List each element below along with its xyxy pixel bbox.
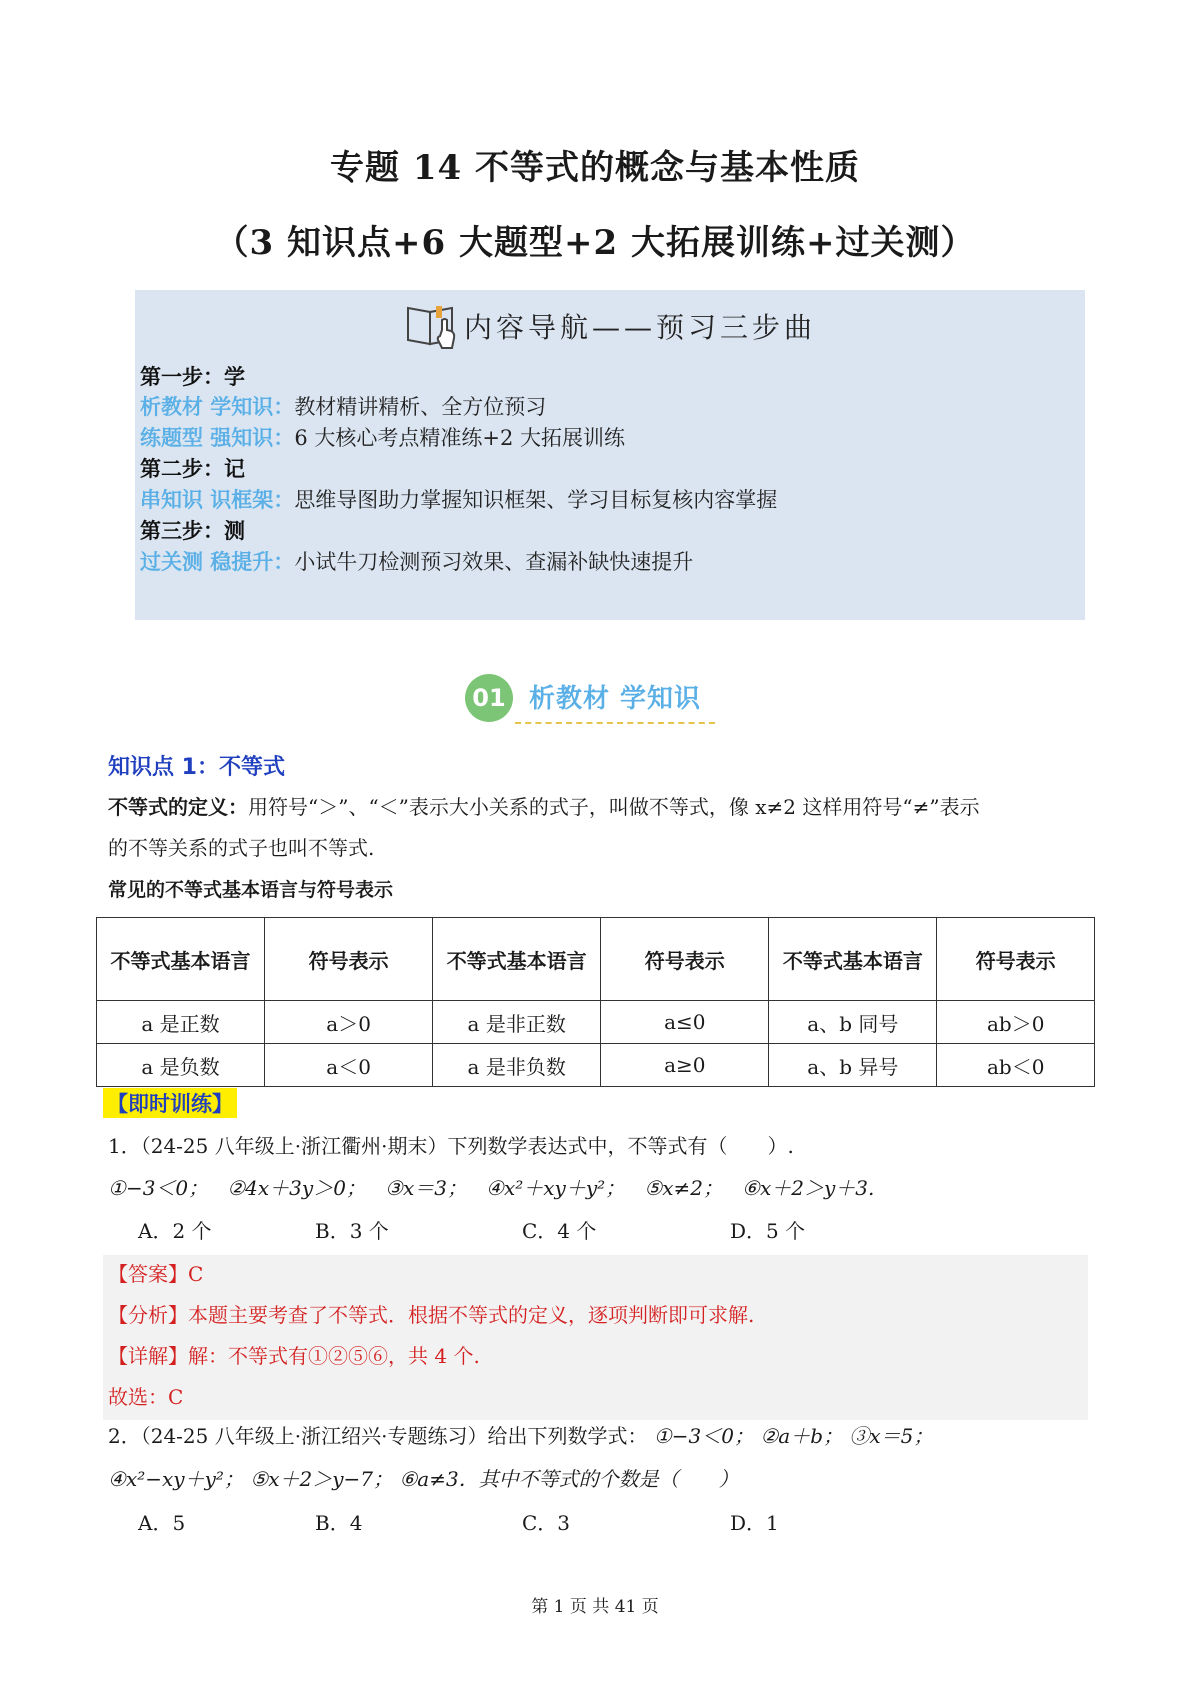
nav-line-3-desc: 思维导图助力掌握知识框架、学习目标复核内容掌握	[294, 488, 778, 512]
table-cell: a＜0	[265, 1044, 433, 1087]
item-mark: ⑤	[644, 1176, 663, 1200]
knowledge-point-title: 知识点 1：不等式	[108, 755, 285, 780]
question-1-stem: 1．（24-25 八年级上·浙江衢州·期末）下列数学表达式中，不等式有（ ）.	[108, 1134, 794, 1158]
table-row	[97, 1044, 1095, 1087]
item-mark: ②	[760, 1424, 779, 1448]
content-navigation-box	[135, 290, 1085, 620]
item-mark: ①	[108, 1176, 126, 1200]
section-number: 01	[465, 674, 513, 722]
question-2-item: x²−xy＋y²；	[125, 1467, 244, 1491]
table-header-cell: 不等式基本语言	[97, 918, 265, 1001]
definition-label: 不等式的定义：	[108, 795, 248, 819]
nav-heading-text: 内容导航——预习三步曲	[463, 311, 816, 344]
nav-line-3-key: 串知识 识框架：	[140, 488, 295, 512]
table-cell: ab＜0	[937, 1044, 1095, 1087]
item-mark: ⑥	[399, 1467, 418, 1491]
question-2-stem	[108, 1420, 1098, 1449]
nav-line-2	[140, 424, 625, 452]
item-mark: ③	[385, 1176, 403, 1200]
item-mark: ⑤	[250, 1467, 269, 1491]
detail-line: 【详解】解：不等式有①②⑤⑥，共 4 个.	[108, 1344, 480, 1368]
page-title: 专题 14 不等式的概念与基本性质	[330, 148, 860, 188]
page-subtitle: （3 知识点+6 大题型+2 大拓展训练+过关测）	[214, 223, 976, 263]
answer-box	[103, 1255, 1088, 1420]
table-cell: a≥0	[601, 1044, 769, 1087]
question-2-item: x＋2＞y−7；	[268, 1467, 393, 1491]
table-cell: a、b 异号	[769, 1044, 937, 1087]
table-header-cell: 不等式基本语言	[433, 918, 601, 1001]
question-1-item: x＋2＞y＋3.	[759, 1176, 875, 1200]
option-d[interactable]: D．1	[730, 1511, 779, 1535]
nav-line-1	[140, 393, 546, 421]
table-header-cell: 符号表示	[601, 918, 769, 1001]
option-a[interactable]: A．2 个	[138, 1219, 212, 1243]
nav-line-1-desc: 教材精讲精析、全方位预习	[294, 395, 547, 419]
question-1-item: x≠2；	[662, 1176, 723, 1200]
item-mark: ⑥	[742, 1176, 760, 1200]
table-header-cell: 符号表示	[937, 918, 1095, 1001]
table-cell: ab＞0	[937, 1001, 1095, 1044]
section-underline	[515, 722, 715, 724]
option-b[interactable]: B．3 个	[315, 1219, 389, 1243]
book-pointer-icon	[404, 300, 460, 359]
table-cell: a≤0	[601, 1001, 769, 1044]
question-2-items-line-2	[108, 1463, 1098, 1492]
item-mark: ④	[486, 1176, 504, 1200]
question-2-options	[0, 1507, 1190, 1537]
nav-line-2-key: 练题型 强知识：	[140, 426, 295, 450]
question-1-item: −3＜0；	[125, 1176, 209, 1200]
analysis-line: 【分析】本题主要考查了不等式．根据不等式的定义，逐项判断即可求解.	[108, 1303, 755, 1327]
table-cell: a 是负数	[97, 1044, 265, 1087]
question-2-item: a≠3．其中不等式的个数是（ ）	[417, 1467, 739, 1491]
option-b[interactable]: B．4	[315, 1511, 363, 1535]
table-cell: a＞0	[265, 1001, 433, 1044]
question-2-item: a＋b；	[778, 1424, 843, 1448]
option-c[interactable]: C．4 个	[522, 1219, 597, 1243]
table-cell: a、b 同号	[769, 1001, 937, 1044]
option-a[interactable]: A．5	[138, 1511, 186, 1535]
nav-step-1: 第一步：学	[140, 364, 245, 389]
table-header-cell: 不等式基本语言	[769, 918, 937, 1001]
question-1-item: x＝3；	[402, 1176, 467, 1200]
practice-label: 【即时训练】	[103, 1088, 237, 1118]
table-caption: 常见的不等式基本语言与符号表示	[108, 879, 394, 901]
nav-line-3	[140, 486, 777, 514]
question-2-item: x＝5；	[869, 1424, 934, 1448]
question-1-items	[108, 1172, 1098, 1201]
definition-paragraph	[108, 787, 1088, 827]
answer-line: 【答案】C	[108, 1262, 204, 1286]
option-d[interactable]: D．5 个	[730, 1219, 806, 1243]
table-header-cell: 符号表示	[265, 918, 433, 1001]
item-mark: ④	[108, 1467, 126, 1491]
table-cell: a 是正数	[97, 1001, 265, 1044]
item-mark: ③	[849, 1424, 870, 1448]
definition-continuation: 的不等关系的式子也叫不等式.	[108, 836, 375, 860]
question-1-options	[0, 1215, 1190, 1245]
section-badge	[465, 672, 725, 730]
nav-line-4-key: 过关测 稳提升：	[140, 550, 295, 574]
option-c[interactable]: C．3	[522, 1511, 571, 1535]
nav-line-4	[140, 548, 693, 576]
conclusion-line: 故选：C	[108, 1385, 184, 1409]
table-header-row	[97, 918, 1095, 1001]
question-1-item: 4x＋3y＞0；	[245, 1176, 366, 1200]
nav-step-2: 第二步：记	[140, 456, 245, 481]
question-2-items-line-1	[654, 1424, 934, 1448]
nav-line-1-key: 析教材 学知识：	[140, 395, 295, 419]
table-cell: a 是非负数	[433, 1044, 601, 1087]
item-mark: ①	[653, 1424, 672, 1448]
question-1-item: x²＋xy＋y²；	[503, 1176, 626, 1200]
nav-heading	[135, 300, 1085, 359]
question-2-stem-text: 2．（24-25 八年级上·浙江绍兴·专题练习）给出下列数学式：	[108, 1424, 648, 1448]
question-2-item: −3＜0；	[671, 1424, 754, 1448]
page-footer: 第 1 页 共 41 页	[531, 1597, 659, 1617]
definition-text-1: 用符号“＞”、“＜”表示大小关系的式子，叫做不等式，像 x≠2 这样用符号“≠”表示	[248, 795, 980, 819]
nav-step-3: 第三步：测	[140, 518, 245, 543]
table-cell: a 是非正数	[433, 1001, 601, 1044]
section-title: 析教材 学知识	[529, 684, 702, 714]
nav-line-2-desc: 6 大核心考点精准练+2 大拓展训练	[294, 426, 625, 450]
table-row	[97, 1001, 1095, 1044]
symbol-language-table	[96, 917, 1095, 1087]
item-mark: ②	[227, 1176, 246, 1200]
nav-line-4-desc: 小试牛刀检测预习效果、查漏补缺快速提升	[294, 550, 694, 574]
